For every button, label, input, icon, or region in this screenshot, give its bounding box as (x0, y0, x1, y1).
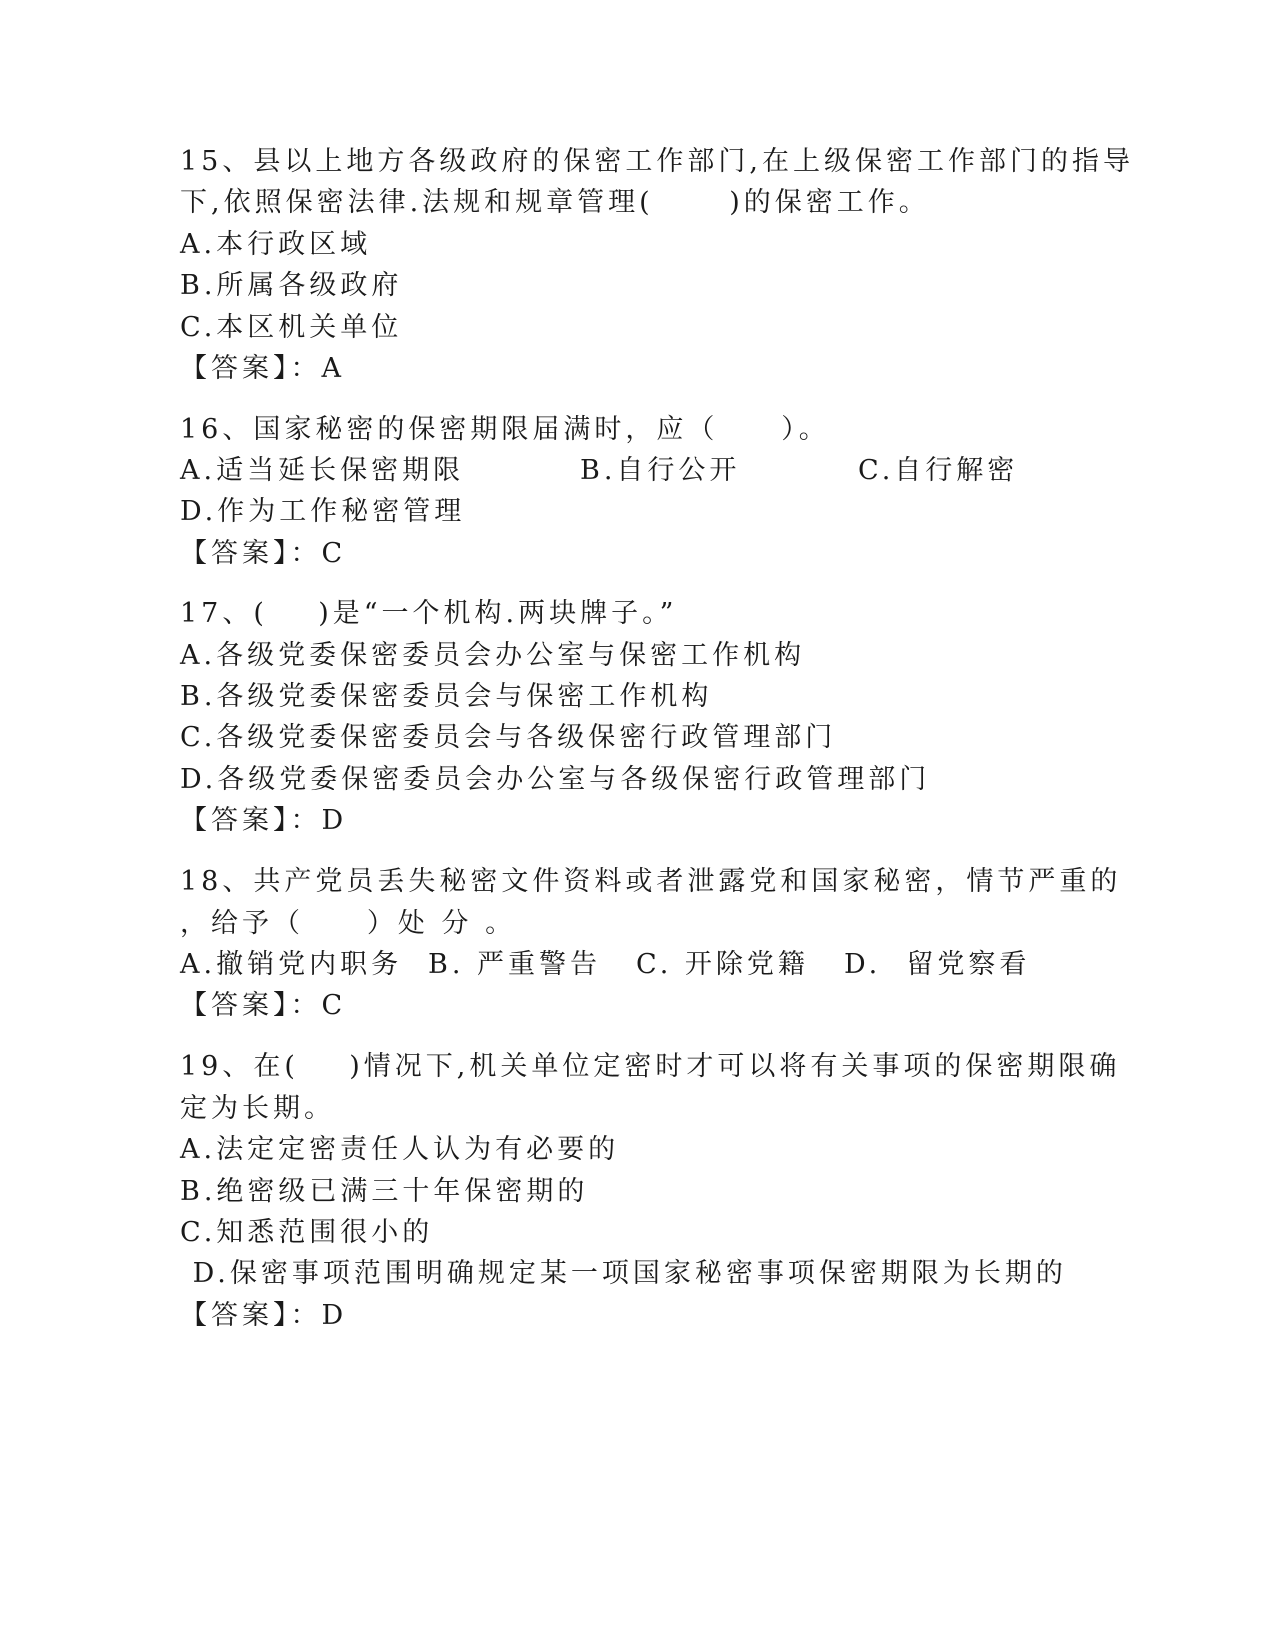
question-stem: 16、国家秘密的保密期限届满时，应（ ）。 (180, 414, 830, 445)
answer: 【答案】：D (180, 805, 348, 836)
option: A.本行政区域 (180, 229, 372, 260)
answer: 【答案】：D (180, 1300, 348, 1331)
question-stem: 15、县以上地方各级政府的保密工作部门,在上级保密工作部门的指导 (180, 146, 1134, 177)
option: B.自行公开 (580, 455, 741, 486)
option: D. 留党察看 (844, 949, 1031, 980)
option: A.撤销党内职务 (180, 949, 403, 980)
option: B.绝密级已满三十年保密期的 (180, 1176, 589, 1207)
question-stem: 19、在( )情况下,机关单位定密时才可以将有关事项的保密期限确 (180, 1051, 1121, 1082)
option: B.所属各级政府 (180, 270, 403, 301)
option: A.适当延长保密期限 (180, 455, 465, 486)
question-stem: ，给予（ ）处 分 。 (180, 908, 517, 939)
option: B.各级党委保密委员会与保密工作机构 (180, 681, 713, 712)
option: C.自行解密 (858, 455, 1019, 486)
option: D.作为工作秘密管理 (180, 496, 466, 527)
question-stem: 17、( )是“一个机构.两块牌子。” (180, 598, 678, 629)
option: D.保密事项范围明确规定某一项国家秘密事项保密期限为长期的 (180, 1258, 1067, 1289)
answer: 【答案】：A (180, 353, 345, 384)
option: D.各级党委保密委员会办公室与各级保密行政管理部门 (180, 764, 931, 795)
question-stem: 定为长期。 (180, 1093, 335, 1124)
answer: 【答案】：C (180, 538, 347, 569)
option: B. 严重警告 (428, 949, 602, 980)
question-stem: 下,依照保密法律.法规和规章管理( )的保密工作。 (180, 187, 930, 218)
option: C. 开除党籍 (636, 949, 809, 980)
answer: 【答案】：C (180, 990, 347, 1021)
option: C.各级党委保密委员会与各级保密行政管理部门 (180, 722, 837, 753)
option: A.法定定密责任人认为有必要的 (180, 1134, 620, 1165)
option: A.各级党委保密委员会办公室与保密工作机构 (180, 640, 806, 671)
option: C.知悉范围很小的 (180, 1217, 434, 1248)
option: C.本区机关单位 (180, 312, 403, 343)
question-stem: 18、共产党员丢失秘密文件资料或者泄露党和国家秘密，情节严重的 (180, 866, 1122, 897)
